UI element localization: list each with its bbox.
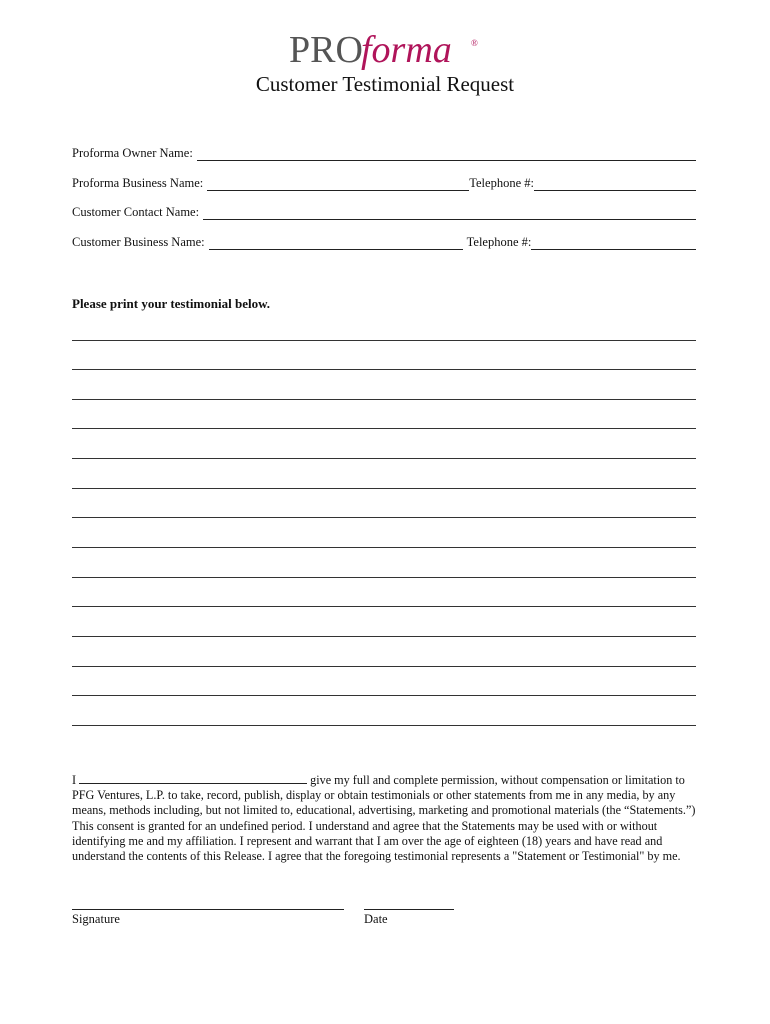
testimonial-line[interactable] — [72, 488, 696, 489]
testimonial-line[interactable] — [72, 458, 696, 459]
testimonial-line[interactable] — [72, 577, 696, 578]
testimonial-line[interactable] — [72, 606, 696, 607]
testimonial-line[interactable] — [72, 636, 696, 637]
business-name-row — [72, 176, 696, 191]
release-paragraph — [72, 772, 700, 864]
proforma-logo-image — [285, 26, 485, 70]
signature-field[interactable] — [72, 909, 344, 910]
business-name-field[interactable] — [207, 178, 469, 191]
logo-pro-text: PRO — [289, 29, 363, 70]
logo-registered-mark: ® — [471, 38, 478, 48]
testimonial-heading: Please print your testimonial below. — [72, 296, 271, 311]
date-field[interactable] — [364, 909, 454, 910]
testimonial-line[interactable] — [72, 399, 696, 400]
telephone-field-2[interactable] — [531, 237, 696, 250]
contact-name-field[interactable] — [203, 207, 696, 220]
testimonial-line[interactable] — [72, 695, 696, 696]
testimonial-line[interactable] — [72, 547, 696, 548]
release-name-field[interactable] — [79, 772, 307, 784]
business-name-label: Proforma Business Name: — [72, 176, 204, 190]
release-prefix: I — [72, 773, 77, 787]
owner-name-label: Proforma Owner Name: — [72, 146, 193, 160]
page-title: Customer Testimonial Request — [255, 72, 515, 96]
testimonial-line[interactable] — [72, 517, 696, 518]
owner-name-field[interactable] — [197, 148, 696, 161]
owner-name-row — [72, 146, 696, 161]
contact-name-row — [72, 205, 696, 220]
customer-business-row — [72, 235, 696, 250]
customer-business-label: Customer Business Name: — [72, 235, 205, 249]
telephone-label-1: Telephone #: — [469, 176, 534, 190]
telephone-label-2: Telephone #: — [466, 235, 532, 249]
proforma-logo — [0, 26, 770, 75]
testimonial-line[interactable] — [72, 666, 696, 667]
contact-name-label: Customer Contact Name: — [72, 205, 200, 219]
testimonial-line[interactable] — [72, 340, 696, 341]
date-label: Date — [364, 912, 388, 926]
telephone-field-1[interactable] — [534, 178, 696, 191]
testimonial-line[interactable] — [72, 369, 696, 370]
logo-forma-text: forma — [361, 29, 452, 70]
customer-business-field[interactable] — [209, 237, 463, 250]
testimonial-line[interactable] — [72, 725, 696, 726]
testimonial-line[interactable] — [72, 428, 696, 429]
release-text: give my full and complete permission, without compensation or limitation to PFG Ventures, L.P. to take, record, publish, display or obtain testimonials or other statements from me in any media, by any means, methods including, but not limited to, educational, advertising, marketing and promotional materials (the “Statements.”) This consent is granted for an undefined period. I understand and agree that the Statements may be used with or without identifying me and my affiliation. I represent and warrant that I am over the age of eighteen (18) years and have read and understand the contents of this Release. I agree that the foregoing testimonial represents a "Statement or Testimonial" by me. — [72, 773, 696, 864]
signature-label: Signature — [72, 912, 120, 926]
